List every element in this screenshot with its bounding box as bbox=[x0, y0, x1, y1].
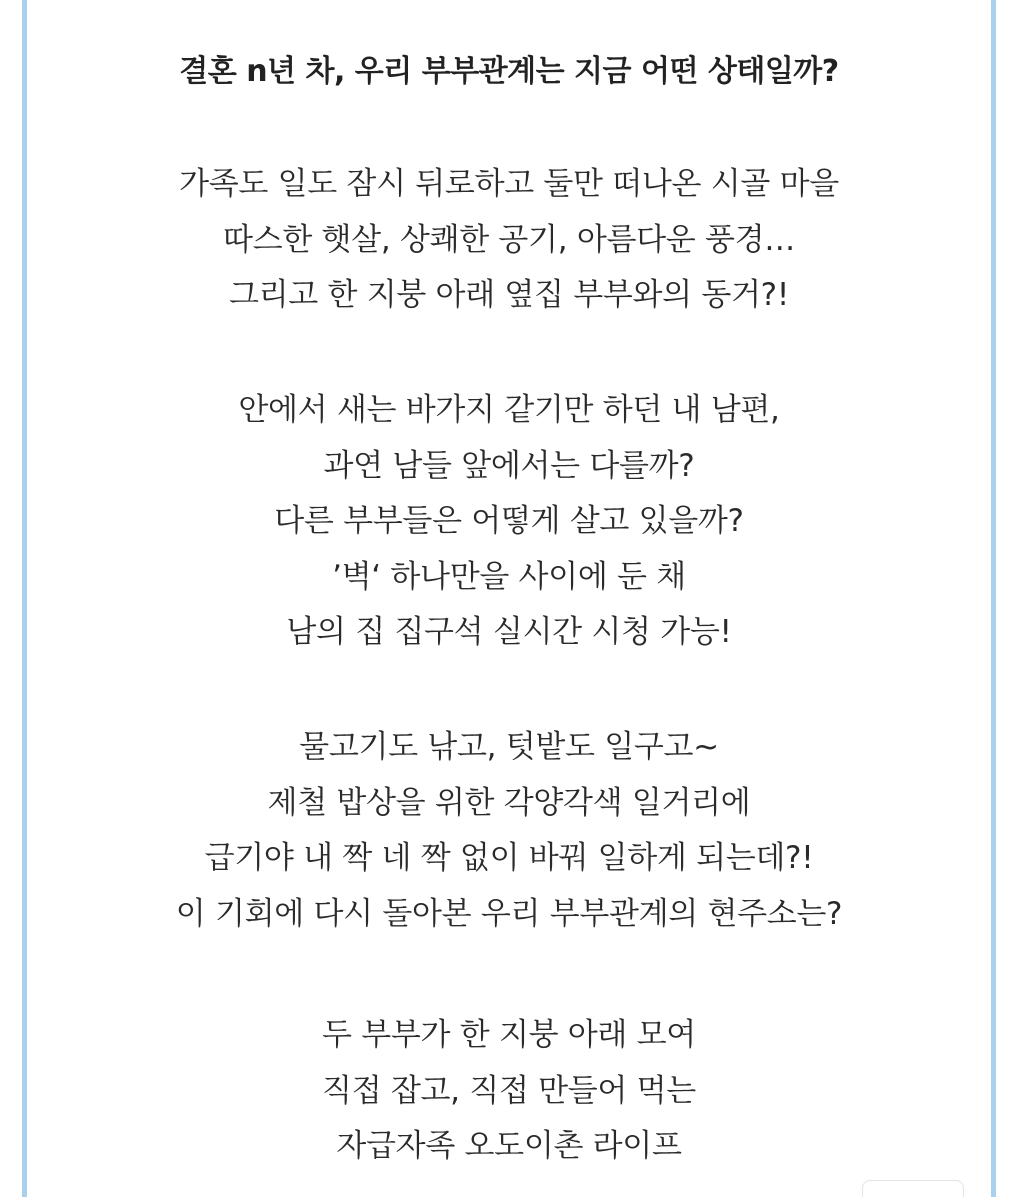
stanza-2 bbox=[27, 383, 991, 661]
text-line: 두 부부가 한 지붕 아래 모여 bbox=[322, 1017, 696, 1053]
text-line: 급기야 내 짝 네 짝 없이 바꿔 일하게 되는데?! bbox=[204, 840, 814, 876]
text-line: 가족도 일도 잠시 뒤로하고 둘만 떠나온 시골 마을 bbox=[179, 166, 839, 202]
text-line: 자급자족 오도이촌 라이프 bbox=[336, 1128, 682, 1164]
text-line: 남의 집 집구석 실시간 시청 가능! bbox=[286, 614, 732, 650]
text-line: 그리고 한 지붕 아래 옆집 부부와의 동거?! bbox=[229, 277, 789, 313]
stanza-3 bbox=[27, 720, 991, 942]
stanza-4 bbox=[27, 1008, 991, 1175]
text-line: 안에서 새는 바가지 같기만 하던 내 남편, bbox=[238, 392, 780, 428]
text-line: 직접 잡고, 직접 만들어 먹는 bbox=[322, 1072, 696, 1109]
text-line: 제철 밥상을 위한 각양각색 일거리에 bbox=[267, 784, 751, 821]
text-line: ’벽‘ 하나만을 사이에 둔 채 bbox=[332, 558, 686, 595]
text-line: 물고기도 낚고, 텃밭도 일구고~ bbox=[299, 729, 719, 765]
text-line: 다른 부부들은 어떻게 살고 있을까? bbox=[274, 503, 744, 539]
text-line: 따스한 햇살, 상쾌한 공기, 아름다운 풍경… bbox=[223, 221, 795, 258]
page-title: 결혼 n년 차, 우리 부부관계는 지금 어떤 상태일까? bbox=[179, 54, 839, 89]
description-panel bbox=[27, 0, 991, 1197]
text-line: 과연 남들 앞에서는 다를까? bbox=[323, 447, 695, 484]
partial-button[interactable] bbox=[862, 1180, 964, 1197]
stanza-1 bbox=[27, 157, 991, 324]
text-line: 이 기회에 다시 돌아본 우리 부부관계의 현주소는? bbox=[175, 895, 843, 932]
right-border bbox=[991, 0, 996, 1197]
